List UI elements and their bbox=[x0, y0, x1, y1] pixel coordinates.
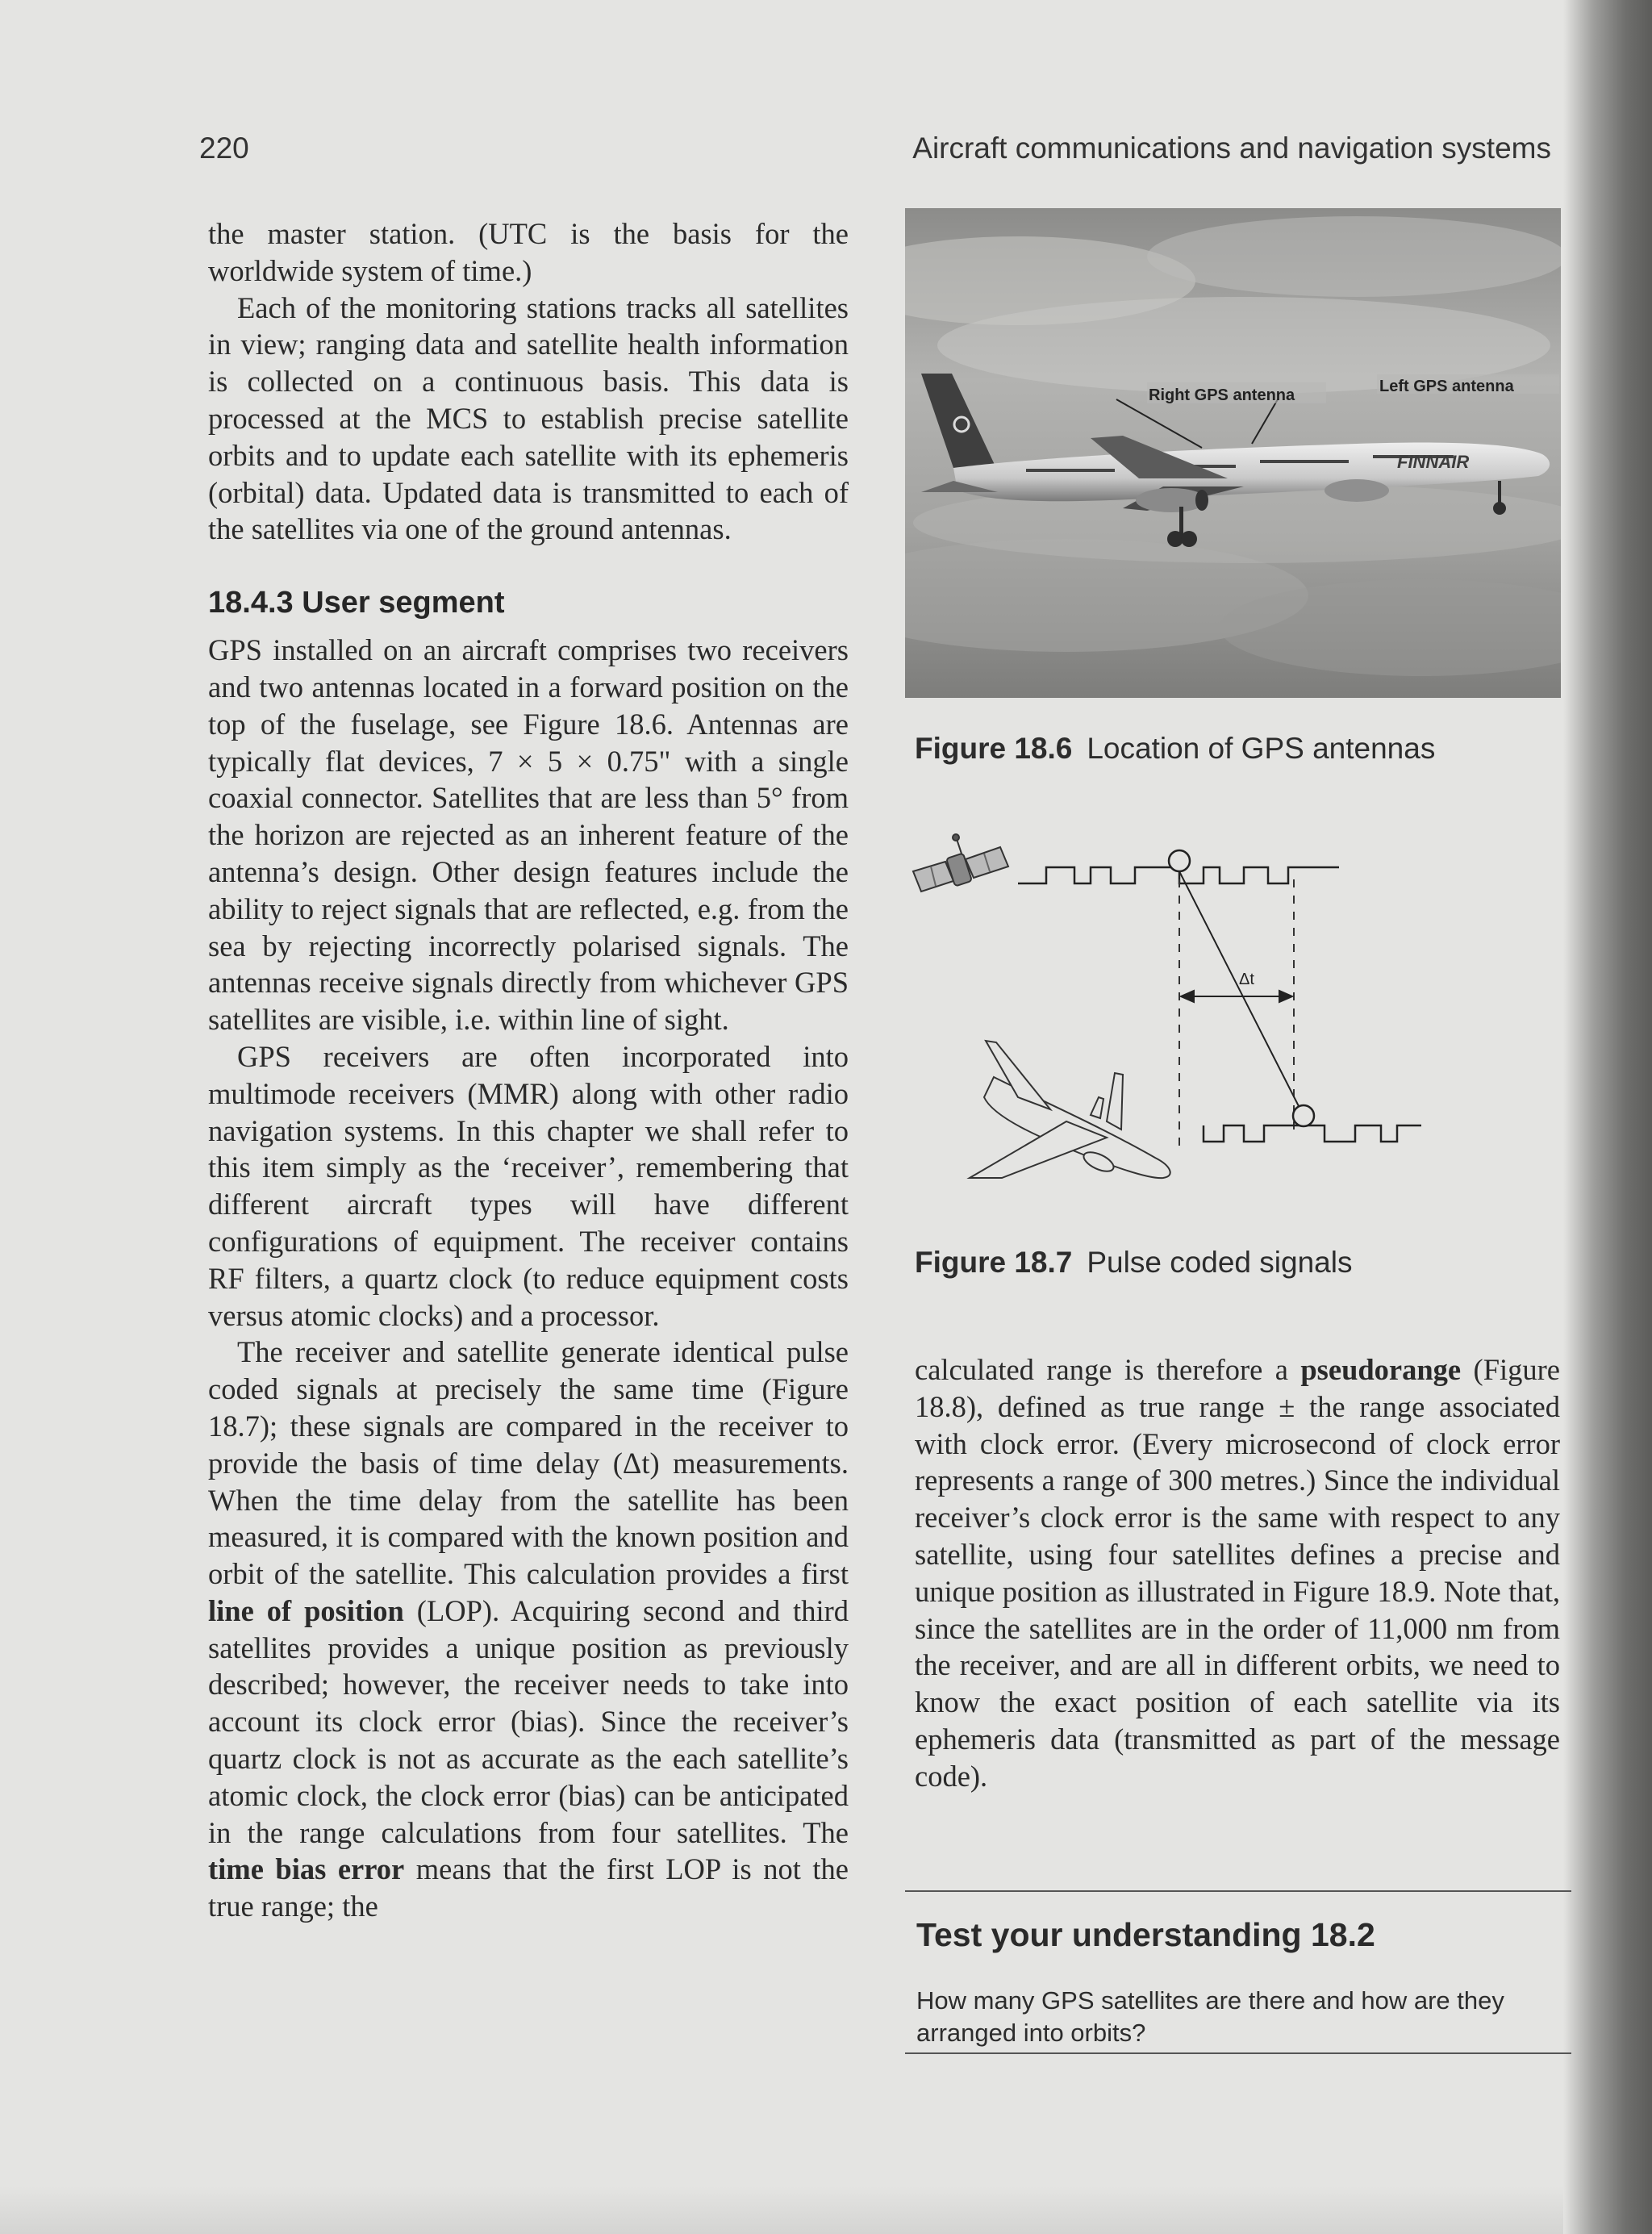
paragraph: the master station. (UTC is the basis for the worldwide system of time.) bbox=[208, 217, 849, 287]
paragraph: calculated range is therefore a pseudorange (Figure 18.8), defined as true range ± the range associated with clock error. (Every microsecond of clock error represents a range of 300 metres.) Since the individual receiver’s clock error is the same with respect to any satellite, using four satellites defines a precise and unique position as illustrated in Figure 18.9. Note that, since the satellites are in the order of 11,000 nm from the receiver, and are all in different orbits, we need to know the exact position of each satellite via its ephemeris data (transmitted as part of the message code). bbox=[915, 1353, 1560, 1793]
key-term: line of position bbox=[208, 1593, 404, 1627]
key-term: pseudorange bbox=[1300, 1353, 1462, 1386]
signal-marker bbox=[1169, 850, 1190, 871]
figure-number: Figure 18.6 bbox=[915, 732, 1073, 765]
figure-caption bbox=[915, 1246, 1352, 1280]
aircraft-pulse-signal bbox=[1204, 1125, 1421, 1142]
figure-caption bbox=[915, 732, 1435, 766]
airline-livery: FINNAIR bbox=[1397, 452, 1470, 472]
test-box-question: How many GPS satellites are there and how are they arranged into orbits? bbox=[916, 1986, 1504, 2047]
aircraft-icon bbox=[970, 1041, 1170, 1178]
right-column bbox=[915, 1351, 1560, 1795]
key-term: time bias error bbox=[208, 1852, 405, 1886]
box-top-rule bbox=[905, 1890, 1571, 1892]
paragraph: GPS installed on an aircraft comprises two receivers and two antennas located in a forward position on the top of the fuselage, see Figure 18.6. Antennas are typically flat devices, 7 × 5 × 0.75" with a single coaxial connector. Satellites that are less than 5° from the horizon are rejected as an inherent feature of the antenna’s design. Other design features include the ability to reject signals that are reflected, e.g. from the sea by rejecting incorrectly polarised signals. The antennas receive signals directly from whichever GPS satellites are visible, i.e. within line of sight. bbox=[208, 633, 849, 1037]
running-title: Aircraft communications and navigation systems bbox=[912, 132, 1551, 165]
paragraph: GPS receivers are often incorporated into multimode receivers (MMR) along with other radio navigation systems. In this chapter we shall refer to this item simply as the ‘receiver’, remembering that different aircraft types will have different configurations of equipment. The receiver contains RF filters, a quartz clock (to reduce equipment costs versus atomic clocks) and a processor. bbox=[208, 1039, 849, 1332]
page-edge-shadow bbox=[1563, 0, 1652, 2234]
pulse-signal-diagram bbox=[897, 831, 1429, 1202]
figure-number: Figure 18.7 bbox=[915, 1246, 1073, 1279]
page-bottom-shadow bbox=[0, 2186, 1563, 2234]
running-header bbox=[199, 132, 1551, 172]
box-bottom-rule bbox=[905, 2052, 1571, 2054]
left-antenna-label: Left GPS antenna bbox=[1379, 378, 1514, 395]
section-heading: 18.4.3 User segment bbox=[208, 586, 505, 620]
delta-t-label: Δt bbox=[1239, 971, 1254, 988]
test-box-title: Test your understanding 18.2 bbox=[916, 1916, 1375, 1953]
figure-caption-text: Pulse coded signals bbox=[1087, 1246, 1353, 1279]
satellite-icon bbox=[913, 834, 1008, 892]
paragraph: The receiver and satellite generate identical pulse coded signals at precisely the same time (Figure 18.7); these signals are compared in the receiver to provide the basis of time delay (Δt) measurements. When the time delay from the satellite has been measured, it is compared with the known position and orbit of the satellite. This calculation provides a first line of position (LOP). Acquiring second and third satellites provides a unique position as previously described; however, the receiver needs to take into account its clock error (bias). Since the receiver’s quartz clock is not as accurate as the each satellite’s atomic clock, the clock error (bias) can be anticipated in the range calculations from four satellites. The time bias error means that the first LOP is not the true range; the bbox=[208, 1335, 849, 1923]
paragraph: Each of the monitoring stations tracks all satellites in view; ranging data and satellite health information is collected on a continuous basis. This data is processed at the MCS to establish precise satellite orbits and to update each satellite with its ephemeris (orbital) data. Updated data is transmitted to each of the satellites via one of the ground antennas. bbox=[208, 290, 849, 546]
aircraft-photo bbox=[905, 208, 1561, 698]
left-column bbox=[208, 215, 849, 1925]
signal-marker bbox=[1293, 1105, 1314, 1126]
right-antenna-label: Right GPS antenna bbox=[1149, 386, 1295, 404]
figure-caption-text: Location of GPS antennas bbox=[1087, 732, 1436, 765]
signal-path bbox=[1179, 871, 1300, 1109]
time-delay-arrow bbox=[1181, 991, 1292, 1002]
page-number: 220 bbox=[199, 132, 249, 165]
